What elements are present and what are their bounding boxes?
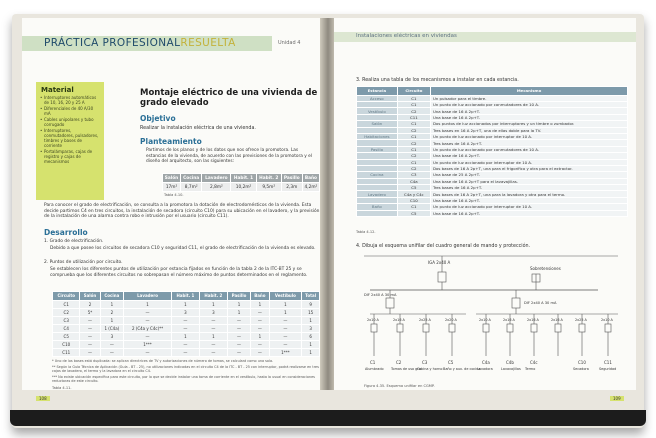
material-sidebar: [36, 82, 104, 200]
table-row: [53, 308, 320, 316]
circuits-cell: —: [269, 316, 302, 324]
rooms-table: [162, 173, 320, 192]
circuits-cell: 1: [171, 332, 199, 340]
circuits-cell: 1: [100, 300, 124, 308]
mechanism-circuit-cell: C3: [397, 172, 430, 178]
circuits-cell: —: [124, 348, 172, 356]
development-heading: Desarrollo: [44, 228, 88, 237]
mechanism-desc-cell: Un pulsador para el timbre.: [430, 95, 627, 101]
step2-title: 2. Puntos de utilización por circuito.: [44, 260, 123, 265]
breaker-label: 2x25 A: [419, 318, 431, 322]
breaker-label: 2x16 A: [527, 318, 539, 322]
circuits-header-cell: Salón: [80, 292, 100, 301]
objective-heading: Objetivo: [140, 114, 176, 123]
rooms-header-cell: Habit. 2: [256, 174, 281, 183]
planning-heading: Planteamiento: [140, 137, 202, 146]
circuits-cell: 3: [302, 324, 320, 332]
mechanism-desc-cell: Dos puntos de luz accionados por interruptores y un timbre o zumbador.: [430, 121, 627, 127]
breaker-symbol: [507, 324, 513, 332]
circuits-cell: 2: [100, 308, 124, 316]
circuits-cell: —: [100, 348, 124, 356]
breaker-symbol: [531, 324, 537, 332]
mechanism-desc-cell: Dos bases de 16 A 2p+T, una para la lavadora y otra para el termo.: [430, 191, 627, 197]
circuit-code: C2: [396, 360, 402, 365]
circuits-cell: 1: [302, 340, 320, 348]
rooms-header-cell: Pasillo: [281, 174, 302, 183]
rooms-value-cell: 2,3m: [281, 183, 302, 192]
mechanism-desc-cell: Una base de 16 A 2p+T para el lavavajillas.: [430, 178, 627, 184]
circuits-cell: 1***: [124, 340, 172, 348]
circuits-cell: 1: [227, 300, 250, 308]
mechanism-circuit-cell: C4a y C4c: [397, 191, 430, 197]
circuits-cell: —: [227, 348, 250, 356]
mechanism-circuit-cell: C5: [397, 210, 430, 216]
mechanism-room-cell: Lavadero: [357, 191, 398, 197]
circuits-cell: C2: [53, 308, 80, 316]
mechanism-room-cell: [357, 210, 398, 216]
mechanism-circuit-cell: C2: [397, 140, 430, 146]
mechanism-desc-cell: Dos bases de 16 A 2p+T, una para el frigorífico y otra para el extractor.: [430, 165, 627, 171]
circuits-cell: —: [227, 340, 250, 348]
circuits-cell: —: [80, 340, 100, 348]
circuits-cell: —: [199, 348, 227, 356]
circuits-cell: —: [269, 340, 302, 348]
rooms-value-cell: 10,2m²: [231, 183, 256, 192]
step3-text: 3. Realiza una tabla de los mecanismos a instalar en cada estancia.: [356, 78, 519, 83]
circuits-cell: —: [227, 332, 250, 340]
circuits-cell: —: [124, 332, 172, 340]
diff2-symbol: [512, 298, 520, 308]
circuit-code: C11: [604, 360, 612, 365]
mechanism-circuit-cell: C1: [397, 133, 430, 139]
banner-word-1: PRÁCTICA PROFESIONAL: [44, 37, 181, 49]
circuits-cell: 1: [269, 308, 302, 316]
mechanism-circuit-cell: C10: [397, 197, 430, 203]
unit-label: Unidad 4: [278, 40, 301, 46]
circuits-cell: 1: [100, 316, 124, 324]
circuit-code: C1: [370, 360, 376, 365]
circuits-cell: —: [80, 332, 100, 340]
mechanism-room-cell: Vestíbulo: [357, 108, 398, 114]
right-page: [334, 18, 636, 401]
breaker-label: 2x16 A: [551, 318, 563, 322]
material-title: Material: [41, 86, 74, 94]
mechanism-desc-cell: Un punto de luz accionado por interruptor de 10 A.: [430, 159, 627, 165]
circuit-code: C5: [448, 360, 454, 365]
mechanism-circuit-cell: C2: [397, 153, 430, 159]
circuits-cell: —: [171, 316, 199, 324]
page-number-right: 109: [610, 396, 624, 401]
circuits-cell: 1: [302, 316, 320, 324]
breaker-symbol: [605, 324, 611, 332]
circuits-header-cell: Vestíbulo: [269, 292, 302, 301]
circuit-code: C3: [422, 360, 428, 365]
circuits-cell: —: [251, 308, 269, 316]
circuits-cell: —: [199, 340, 227, 348]
mechanism-circuit-cell: C1: [397, 146, 430, 152]
circuits-cell: 1: [227, 308, 250, 316]
banner-word-2: RESUELTA: [180, 37, 236, 49]
circuits-header-cell: Baño: [251, 292, 269, 301]
circuits-cell: —: [124, 316, 172, 324]
circuits-cell: 3: [199, 308, 227, 316]
circuit-name: Alumbrado: [365, 367, 384, 371]
circuits-cell: C10: [53, 340, 80, 348]
mechanisms-header-cell: Estancia: [357, 87, 398, 96]
mechanism-desc-cell: Un punto de luz accionado por conmutadores de 10 A.: [430, 146, 627, 152]
circuits-cell: 3: [100, 332, 124, 340]
circuit-code: C4c: [530, 360, 538, 365]
circuits-header-cell: Habit. 1: [171, 292, 199, 301]
circuits-cell: —: [171, 348, 199, 356]
circuit-name: Baño y aux. de cocina: [443, 367, 481, 371]
circuits-cell: 1: [199, 332, 227, 340]
circuits-cell: —: [199, 316, 227, 324]
planning-text: Partimos de los planos y de los datos que nos ofrece la promotora. Las estancias de la vivienda, de acuerdo con las previsiones de la promotora y el diseño del arquitecto, son las siguientes:: [146, 148, 313, 165]
mechanism-desc-cell: Tres bases de 16 A 2p+T.: [430, 185, 627, 191]
breaker-symbol: [423, 324, 429, 332]
running-header: Instalaciones eléctricas en viviendas: [356, 33, 457, 39]
footnote: * Uno de los bases está duplicada: se aplican directrices de TV y autorizaciones de número de tomas, se calculará como una sola.: [52, 359, 274, 363]
mechanism-room-cell: Cocina: [357, 172, 398, 178]
circuits-table-caption: Tabla 4.11.: [52, 386, 72, 390]
objective-text: Realizar la instalación eléctrica de una vivienda.: [140, 126, 256, 131]
circuits-cell: 2 (C4a y C4c)**: [124, 324, 172, 332]
mechanisms-header-cell: Mecanismo: [430, 87, 627, 96]
table-row: [357, 210, 628, 216]
table-row: [53, 332, 320, 340]
banner-title: [44, 37, 236, 49]
rooms-header-cell: Baño: [302, 174, 319, 183]
diff1-label: DIF 2x40 A 30 mA: [364, 293, 397, 297]
circuits-table: [52, 291, 320, 357]
circuits-cell: 1: [302, 348, 320, 356]
page-title: Montaje eléctrico de una vivienda de grado elevado: [140, 88, 318, 108]
material-list: [41, 96, 99, 164]
mechanism-circuit-cell: C5: [397, 185, 430, 191]
circuits-cell: 6: [302, 332, 320, 340]
mechanism-desc-cell: Tres bases de 16 A 2p+T.: [430, 140, 627, 146]
breaker-symbol: [449, 324, 455, 332]
mechanism-room-cell: Salón: [357, 121, 398, 127]
breaker-symbol: [579, 324, 585, 332]
material-item: • Diferenciales de 40 A/30 mA: [41, 107, 99, 117]
material-item: • Portalámparas, cajas de registro y cajas de mecanismos: [41, 150, 99, 164]
rooms-header-cell: Lavadero: [202, 174, 231, 183]
mechanism-desc-cell: Un punto de luz accionado por conmutadores de 10 A.: [430, 101, 627, 107]
mechanisms-table: [356, 86, 628, 217]
mechanism-circuit-cell: C11: [397, 114, 430, 120]
circuits-cell: C3: [53, 316, 80, 324]
circuits-cell: —: [80, 348, 100, 356]
rooms-value-cell: 2,8m²: [202, 183, 231, 192]
diff2-label: DIF 2x40 A 30 mA: [524, 301, 557, 305]
left-page: [22, 18, 322, 401]
circuits-cell: 15: [302, 308, 320, 316]
circuits-cell: —: [80, 324, 100, 332]
material-item: • Cables unipolares y tubo corrugado: [41, 118, 99, 128]
mechanism-circuit-cell: C1: [397, 204, 430, 210]
circuits-cell: —: [124, 308, 172, 316]
circuits-header-cell: Lavadero: [124, 292, 172, 301]
iga-breaker-symbol: [438, 272, 446, 282]
breaker-label: 2x10 A: [367, 318, 379, 322]
circuits-cell: C11: [53, 348, 80, 356]
circuits-cell: 1: [251, 332, 269, 340]
circuits-header-cell: Habit. 2: [199, 292, 227, 301]
circuits-cell: —: [251, 348, 269, 356]
circuits-cell: —: [227, 324, 250, 332]
circuits-cell: —: [269, 332, 302, 340]
circuits-cell: 2: [80, 300, 100, 308]
step4-text: 4. Dibuja el esquema unifilar del cuadro general de mando y protección.: [356, 244, 531, 249]
circuit-name: Lavavajillas: [501, 367, 521, 371]
circuit-name: Tomas de uso gral.: [391, 367, 423, 371]
circuits-cell: —: [251, 316, 269, 324]
mechanism-circuit-cell: C1: [397, 101, 430, 107]
mechanism-circuit-cell: C2: [397, 108, 430, 114]
breaker-symbol: [555, 324, 561, 332]
circuits-cell: 1: [124, 300, 172, 308]
rooms-header-cell: Habit. 1: [231, 174, 256, 183]
table-row: [53, 324, 320, 332]
intro-paragraph: Para conocer el grado de electrificación, se consulta a la promotora la dotación de electrodomésticos de la vivienda. Esta decide partimos C4 en tres circuitos, la instalación de secadora (circuito C10) para su ubicación en el lavadero, y la previsión de la instalación de una alarma contra robo e intrusión por el usuario (circuito C11).: [44, 203, 320, 220]
mechanism-desc-cell: Una base de 25 A 2p+T.: [430, 172, 627, 178]
circuits-header-cell: Total: [302, 292, 320, 301]
mechanism-circuit-cell: C1: [397, 121, 430, 127]
single-line-diagram: [356, 254, 626, 382]
circuit-name: Seguridad: [599, 367, 617, 371]
circuits-header-cell: Circuito: [53, 292, 80, 301]
circuits-cell: 1: [171, 300, 199, 308]
mechanism-room-cell: Habitaciones: [357, 133, 398, 139]
breaker-symbol: [397, 324, 403, 332]
circuits-cell: 1: [269, 300, 302, 308]
mechanism-desc-cell: Una base de 16 A 2p+T.: [430, 210, 627, 216]
breaker-label: 2x25 A: [575, 318, 587, 322]
circuits-cell: —: [269, 324, 302, 332]
circuit-code: C4b: [506, 360, 514, 365]
circuit-name: Cocina y horno: [417, 367, 443, 371]
circuits-cell: C4: [53, 324, 80, 332]
table-row: [53, 348, 320, 356]
rooms-value-cell: 4,2m²: [302, 183, 319, 192]
table-row: [53, 300, 320, 308]
material-item: • Interruptores, conmutadores, pulsadores, timbres y bases de corriente: [41, 129, 99, 148]
mechanism-circuit-cell: C1: [397, 95, 430, 101]
step1-text: Debido a que posee los circuitos de secadora C10 y seguridad C11, el grado de electrificación de la vivienda es elevado.: [50, 246, 316, 251]
page-number-left: 108: [36, 396, 50, 401]
circuits-cell: 5*: [80, 308, 100, 316]
breaker-label: 2x10 A: [479, 318, 491, 322]
rooms-value-cell: 8,7m²: [181, 183, 202, 192]
circuits-cell: 1: [251, 300, 269, 308]
circuits-cell: 3: [171, 308, 199, 316]
overvoltage-label: Sobretensiones: [530, 266, 561, 271]
circuits-cell: C5: [53, 332, 80, 340]
mechanism-desc-cell: Tres bases en 16 A 2p+T, una de ellas doble para la TV.: [430, 127, 627, 133]
rooms-table-caption: Tabla 4.10.: [164, 193, 184, 197]
breaker-symbol: [483, 324, 489, 332]
breaker-label: 2x20 A: [445, 318, 457, 322]
circuits-cell: —: [80, 316, 100, 324]
circuit-name: Termo: [525, 367, 536, 371]
mechanism-desc-cell: Una base de 16 A 2p+T.: [430, 114, 627, 120]
mechanism-desc-cell: Una base de 16 A 2p+T.: [430, 153, 627, 159]
rooms-header-cell: Cocina: [181, 174, 202, 183]
circuits-header-cell: Cocina: [100, 292, 124, 301]
circuits-cell: —: [251, 324, 269, 332]
table-row: [53, 340, 320, 348]
circuit-code: C4a: [482, 360, 490, 365]
step2-text: Se establecen los diferentes puntos de utilización por estancia fijados en función de la tabla 2 de la ITC-BT 25 y se comprueba que los diferentes circuitos no sobrepasan el número máximo de puntos determinados en el reglamento.: [50, 267, 308, 278]
step1-title: 1. Grado de electrificación.: [44, 239, 104, 244]
circuits-cell: 1: [199, 300, 227, 308]
mechanism-desc-cell: Un punto de luz accionado por interruptor de 10 A.: [430, 204, 627, 210]
mechanism-desc-cell: Una base de 16 A 2p+T.: [430, 108, 627, 114]
diagram-caption: Figura 4.35. Esquema unifilar en CGMP.: [364, 384, 435, 388]
circuits-cell: —: [199, 324, 227, 332]
mechanisms-header-cell: Circuito: [397, 87, 430, 96]
diff1-symbol: [386, 298, 394, 308]
mechanism-circuit-cell: C2: [397, 165, 430, 171]
circuits-cell: —: [171, 340, 199, 348]
material-item: • Interruptores automáticos de 10, 16, 20 y 25 A: [41, 96, 99, 106]
circuits-cell: —: [100, 340, 124, 348]
circuits-cell: —: [171, 324, 199, 332]
circuit-name: Lavadora: [477, 367, 493, 371]
mechanism-desc-cell: Una base de 16 A 2p+T.: [430, 197, 627, 203]
footnote: ** Según la Guía Técnica de Aplicación (Guía - BT - 25), no utilizaciones indicadas en el circuito C4 de la ITC - BT - 25 con interruptor, podrá realizarse en tres cajas de lavadero, el termo y la lavadora en el circuito C4.: [52, 365, 319, 373]
circuits-cell: 1 (C4a): [100, 324, 124, 332]
breaker-label: 2x16 A: [393, 318, 405, 322]
circuits-cell: 9: [302, 300, 320, 308]
mechanism-circuit-cell: C1: [397, 159, 430, 165]
mechanism-room-cell: Acceso: [357, 95, 398, 101]
mechanism-circuit-cell: C2: [397, 127, 430, 133]
mechanism-room-cell: Baño: [357, 204, 398, 210]
circuit-code: C10: [578, 360, 586, 365]
table-row: [53, 316, 320, 324]
circuit-name: Secadora: [573, 367, 589, 371]
rooms-value-cell: 9,5m²: [256, 183, 281, 192]
circuits-cell: —: [227, 316, 250, 324]
mechanisms-table-caption: Tabla 4.12.: [356, 230, 376, 234]
circuits-cell: C1: [53, 300, 80, 308]
circuits-cell: —: [251, 340, 269, 348]
circuits-header-cell: Pasillo: [227, 292, 250, 301]
mechanism-circuit-cell: C4a: [397, 178, 430, 184]
rooms-header-cell: Salón: [163, 174, 181, 183]
circuit-branches: [365, 314, 616, 371]
breaker-symbol: [371, 324, 377, 332]
mechanism-desc-cell: Un punto de luz accionado por interruptor de 10 A.: [430, 133, 627, 139]
circuits-cell: 1***: [269, 348, 302, 356]
book-shadow: [10, 410, 646, 426]
breaker-label: 2x16 A: [503, 318, 515, 322]
iga-label: IGA 2x40 A: [428, 260, 451, 265]
rooms-value-cell: 17m²: [163, 183, 181, 192]
footnote: *** No existe ubicación específica para este circuito, por lo que se decide instalar una toma de corriente en el vestíbulo, hasta la usual en consideraciones reductoras de este circuito.: [52, 375, 315, 383]
mechanism-room-cell: Pasillo: [357, 146, 398, 152]
breaker-label: 2x10 A: [601, 318, 613, 322]
